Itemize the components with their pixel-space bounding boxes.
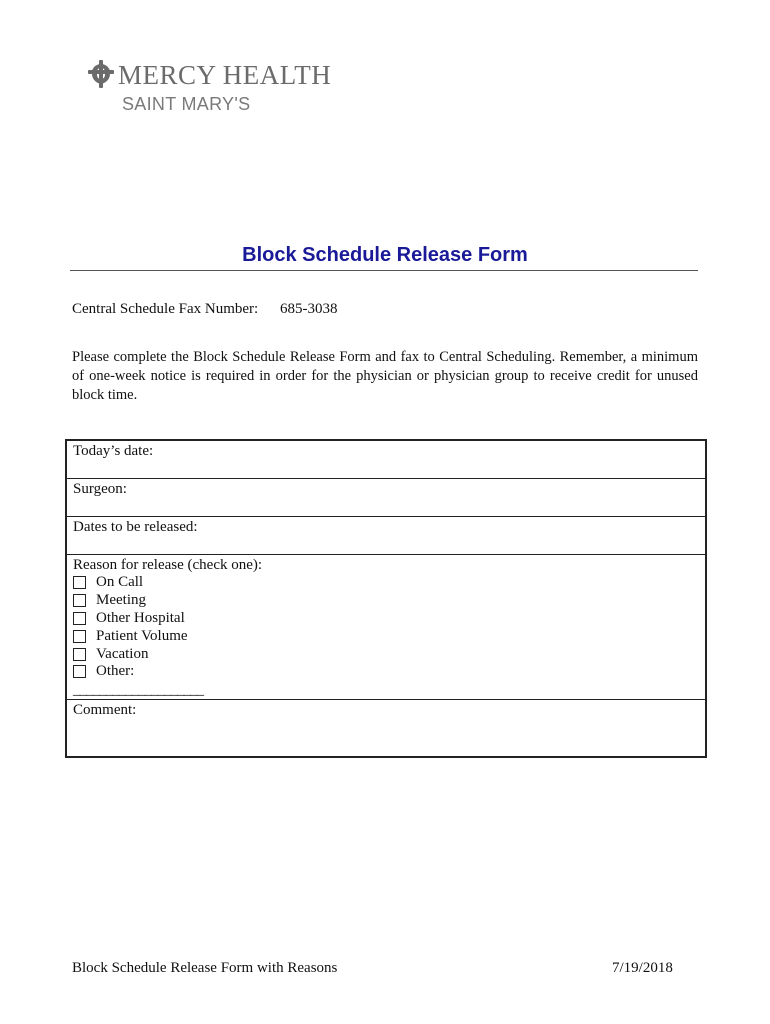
option-patient-volume[interactable] [73,627,699,645]
option-label: Other Hospital [96,609,185,626]
option-meeting[interactable] [73,592,699,610]
release-form-table [65,439,707,758]
option-other-hospital[interactable] [73,610,699,628]
checkbox-other-hospital[interactable] [73,612,86,625]
fax-label: Central Schedule Fax Number: [72,301,259,317]
option-on-call[interactable] [73,574,699,592]
reason-section [67,555,705,700]
form-title: Block Schedule Release Form [242,244,528,266]
option-label: Other: [96,663,135,680]
dates-released-label: Dates to be released: [73,519,198,535]
checkbox-patient-volume[interactable] [73,630,86,643]
option-label: Patient Volume [96,627,188,644]
mercy-cross-icon [86,58,116,90]
instructions-paragraph: Please complete the Block Schedule Release Form and fax to Central Scheduling. Remember, a minimum of one-week notice is required in order for the physician or physician group to receive credit for unused block time. [72,349,698,403]
option-label: Vacation [96,645,149,662]
footer-date: 7/19/2018 [612,960,673,976]
comment-label: Comment: [73,702,137,718]
surgeon-field[interactable] [67,479,705,517]
option-label: Meeting [96,592,146,609]
option-vacation[interactable] [73,645,699,663]
title-divider [70,270,698,271]
footer-form-name: Block Schedule Release Form with Reasons [72,960,338,976]
option-other[interactable] [73,663,699,681]
logo-subtitle: SAINT MARY'S [122,94,251,114]
checkbox-on-call[interactable] [73,576,86,589]
option-label: On Call [96,574,144,591]
fax-number: 685-3038 [280,301,338,317]
todays-date-label: Today’s date: [73,443,154,459]
logo-name: MERCY HEALTH [118,60,332,90]
checkbox-meeting[interactable] [73,594,86,607]
fax-info [72,301,338,318]
checkbox-vacation[interactable] [73,648,86,661]
checkbox-other[interactable] [73,665,86,678]
mercy-health-logo [86,58,332,114]
dates-released-field[interactable] [67,517,705,555]
surgeon-label: Surgeon: [73,481,127,497]
comment-field[interactable] [67,700,705,756]
reason-label: Reason for release (check one): [73,557,263,573]
other-blank-line[interactable]: ____________________ [73,681,203,698]
todays-date-field[interactable] [67,441,705,479]
